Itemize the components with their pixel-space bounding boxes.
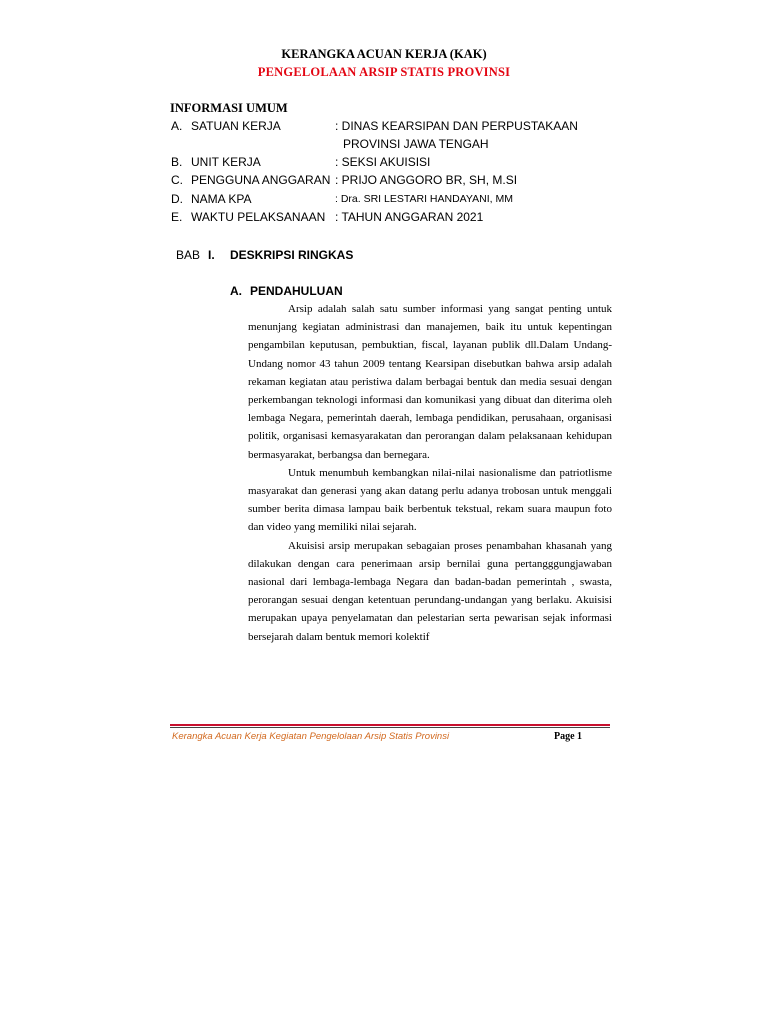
- info-row-value: : Dra. SRI LESTARI HANDAYANI, MM: [335, 193, 513, 205]
- paragraph: Arsip adalah salah satu sumber informasi yang sangat penting untuk menunjang kegiatan administrasi dan manajemen, baik itu untuk kepentingan pengambilan keputusan, pembuktian, fiscal, layanan publik dll.Dalam Undang-Undang nomor 43 tahun 2009 tentang Kearsipan disebutkan bahwa arsip adalah rekaman kegiatan atau peristiwa dalam berbagai bentuk dan media sesuai dengan perkembangan teknologi informasi dan komunikasi yang dibuat dan diterima oleh lembaga Negara, pemerintah daerah, lembaga pendidikan, perusahaan, organisasi politik, organisasi kemasyarakatan dan perorangan dalam pelaksanaan kehidupan bermasyarakat, berbangsa dan bernegara.: [248, 303, 612, 461]
- document-subtitle: PENGELOLAAN ARSIP STATIS PROVINSI: [257, 65, 511, 79]
- page-value: 1: [577, 731, 583, 742]
- info-row-value-continuation: PROVINSI JAWA TENGAH: [343, 137, 489, 151]
- section-body: [248, 300, 612, 646]
- info-row-label: PENGGUNA ANGGARAN: [191, 173, 331, 187]
- info-row-label: NAMA KPA: [191, 192, 252, 206]
- footer-rule-accent: [170, 724, 610, 726]
- chapter-title: DESKRIPSI RINGKAS: [230, 248, 354, 262]
- info-row-letter: C.: [171, 173, 183, 187]
- info-row-label: SATUAN KERJA: [191, 119, 281, 133]
- info-row-letter: D.: [171, 192, 183, 206]
- info-row-value: : DINAS KEARSIPAN DAN PERPUSTAKAAN: [335, 119, 578, 133]
- section-title: PENDAHULUAN: [250, 284, 343, 298]
- info-row-letter: E.: [171, 210, 183, 224]
- footer-rule: [170, 727, 610, 728]
- page-number: [554, 731, 582, 742]
- info-row-label: WAKTU PELAKSANAAN: [191, 210, 326, 224]
- footer-document-title: Kerangka Acuan Kerja Kegiatan Pengelolaan Arsip Statis Provinsi: [172, 731, 450, 742]
- info-row-value: : SEKSI AKUISISI: [335, 155, 431, 169]
- info-heading: INFORMASI UMUM: [170, 101, 288, 115]
- page-label: Page: [554, 731, 575, 742]
- section-letter: A.: [230, 284, 242, 298]
- chapter-word: BAB: [176, 248, 201, 262]
- info-row-value: : TAHUN ANGGARAN 2021: [335, 210, 484, 224]
- info-row-letter: B.: [171, 155, 183, 169]
- info-row-label: UNIT KERJA: [191, 155, 261, 169]
- document-title: KERANGKA ACUAN KERJA (KAK): [281, 47, 487, 61]
- chapter-number: I.: [208, 248, 215, 262]
- info-row-value: : PRIJO ANGGORO BR, SH, M.SI: [335, 173, 518, 187]
- paragraph: Untuk menumbuh kembangkan nilai-nilai nasionalisme dan patriotlisme masyarakat dan generasi yang akan datang perlu adanya trobosan untuk menggali sumber berita dimasa lampau baik berbentuk tekstual, rekam suara maupun foto dan video yang memiliki nilai sejarah.: [248, 466, 612, 534]
- paragraph: Akuisisi arsip merupakan sebagaian proses penambahan khasanah yang dilakukan dengan cara penerimaan arsip bernilai guna pertangggungjawaban nasional dari lembaga-lembaga Negara dan badan-badan pemerintah , swasta, perorangan sesuai dengan ketentuan perundang-undangan yang berlaku. Akuisisi merupakan upaya penyelamatan dan pelestarian serta pewarisan sejak informasi bersejarah dalam bentuk memori kolektif: [248, 539, 612, 643]
- info-row-letter: A.: [171, 119, 183, 133]
